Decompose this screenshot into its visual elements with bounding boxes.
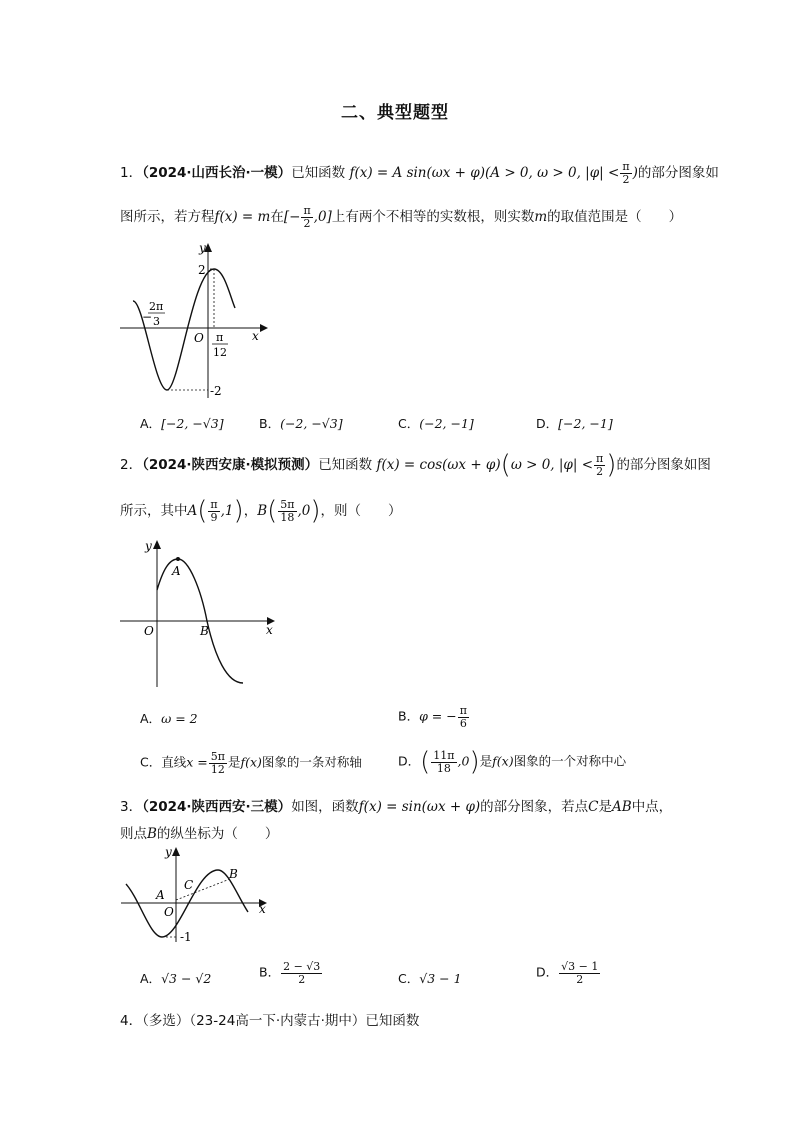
- fraction: $\frac{√3 - 1}{2}$: [561, 960, 599, 986]
- option-label: A．: [140, 416, 162, 431]
- option-label: C．直线: [140, 754, 187, 770]
- interval-end: ,0]: [313, 209, 332, 226]
- question-source: （2024·陕西安康·模拟预测）: [142, 457, 319, 473]
- point-c: C: [588, 799, 599, 815]
- option-text: (−2, −√3]: [280, 416, 343, 431]
- question-1-line-1: 1．（2024·山西长治·一模）已知函数 f(x) = A sin(ωx + φ)(A > 0, ω > 0, |φ| < $\frac{\pi}{2}$ )的部分图象如: [120, 160, 719, 186]
- point-a-label: A: [156, 888, 165, 902]
- point-b: B: [257, 503, 268, 519]
- question-text: 所示，其中: [120, 503, 188, 519]
- question-2-line-1: 2．（2024·陕西安康·模拟预测）已知函数 f(x) = cos(ωx + φ)(ω > 0, |φ| < $\frac{\pi}{2}$ )的部分图象如图: [120, 450, 711, 480]
- question-2-graph: [115, 535, 285, 690]
- option-b[interactable]: [259, 414, 343, 432]
- question-text: 如图，函数: [291, 799, 359, 815]
- x-axis-label: x: [259, 902, 266, 916]
- option-label: C．: [398, 971, 420, 986]
- option-label: B．: [259, 416, 281, 431]
- option-c[interactable]: [398, 414, 474, 432]
- point-a: A: [187, 503, 198, 519]
- option-text: x =: [186, 754, 208, 770]
- option-text: 是: [479, 753, 493, 769]
- point-a-label: A: [172, 564, 181, 578]
- option-text: (−2, −1]: [419, 416, 474, 431]
- origin-label: O: [194, 331, 204, 345]
- fraction: $\frac{5\pi}{18}$: [280, 497, 295, 524]
- question-1-graph: [115, 238, 275, 403]
- y-axis-label: y: [145, 539, 152, 553]
- fraction: $\frac{\pi}{6}$: [459, 704, 467, 730]
- option-label: D．: [536, 964, 559, 980]
- variable-m: m: [534, 209, 548, 226]
- question-text: 的部分图象，若点: [480, 799, 589, 815]
- option-text: φ = −: [419, 708, 457, 724]
- function-formula: f(x) = A sin(ωx + φ)(A > 0, ω > 0, |φ| <: [349, 165, 620, 182]
- question-text: 上有两个不相等的实数根，则实数: [331, 209, 535, 226]
- question-text: 的部分图象如: [637, 165, 719, 182]
- option-text: 是: [227, 754, 241, 770]
- y-min-label: -2: [210, 384, 222, 398]
- option-text: √3 − 1: [419, 971, 462, 986]
- section-heading: 二、典型题型: [341, 103, 449, 123]
- question-number: 2．: [120, 457, 143, 473]
- question-text: ，则（ ）: [320, 503, 402, 519]
- question-text: 的取值范围是（ ）: [547, 209, 683, 226]
- question-text: 的部分图象如图: [616, 457, 711, 473]
- function-formula: f(x) = cos(ωx + φ): [376, 457, 501, 473]
- condition: ω > 0, |φ| <: [510, 457, 594, 473]
- left-tick-minus: −: [142, 310, 153, 324]
- question-text: 中点，: [631, 799, 673, 815]
- option-text: √3 − √2: [161, 971, 212, 986]
- fraction: $\frac{5\pi}{12}$: [210, 750, 225, 776]
- question-text: 已知函数: [318, 457, 373, 473]
- equation: f(x) = m: [214, 209, 271, 226]
- question-text: 在: [270, 209, 284, 226]
- left-tick-numerator: 2π: [149, 300, 164, 313]
- question-1-line-2: [120, 205, 682, 229]
- coordinate: ,0: [297, 503, 311, 519]
- interval-start: [−: [283, 209, 301, 226]
- question-number: 4．: [120, 1013, 143, 1029]
- option-d[interactable]: D．( $\frac{11\pi}{18}$ ,0)是f(x)图象的一个对称中心: [398, 747, 627, 777]
- x-axis-label: x: [266, 623, 273, 637]
- question-3-line-1: [120, 795, 672, 815]
- question-source: （23-24高一下·内蒙古·期中）: [189, 1013, 366, 1029]
- option-d[interactable]: [536, 961, 601, 985]
- option-label: B．: [398, 708, 420, 724]
- right-tick-numerator: π: [216, 331, 224, 344]
- option-a[interactable]: [140, 414, 224, 432]
- function-formula: f(x) = sin(ωx + φ): [358, 799, 481, 815]
- option-b[interactable]: [259, 961, 323, 985]
- right-tick-denominator: 12: [213, 346, 227, 359]
- option-b[interactable]: [398, 705, 470, 729]
- point-b: B: [147, 826, 157, 842]
- question-source: （2024·山西长治·一模）: [142, 165, 292, 182]
- option-text: f(x): [492, 753, 514, 769]
- origin-label: O: [144, 624, 154, 638]
- y-min-label: -1: [180, 930, 192, 944]
- option-text: 图象的一条对称轴: [261, 754, 362, 770]
- option-text: [−2, −√3]: [161, 416, 224, 431]
- question-text: 是: [598, 799, 613, 815]
- option-text: ω = 2: [161, 711, 198, 726]
- option-label: C．: [398, 416, 420, 431]
- point-c-label: C: [184, 878, 194, 892]
- option-text: ,0: [457, 753, 470, 769]
- fraction: $\frac{\pi}{2}$: [596, 451, 604, 478]
- coordinate: ,1: [220, 503, 234, 519]
- option-a[interactable]: [140, 709, 198, 727]
- point-b-label: B: [200, 624, 209, 638]
- question-source: （2024·陕西西安·三模）: [142, 799, 292, 815]
- option-label: B．: [259, 964, 281, 980]
- question-2-line-2: 所示，其中A( $\frac{\pi}{9}$ ,1)，B( $\frac{5\pi}{18}$ ,0)，则（ ）: [120, 496, 402, 526]
- fraction: $\frac{\pi}{2}$: [622, 160, 630, 186]
- option-c[interactable]: [398, 969, 462, 987]
- option-text: f(x): [240, 754, 262, 770]
- question-text: 已知函数: [291, 165, 346, 182]
- question-number: 3．: [120, 799, 143, 815]
- question-text: 图所示，若方程: [120, 209, 215, 226]
- question-text: 已知函数: [365, 1013, 420, 1029]
- question-3-line-2: [120, 822, 278, 842]
- option-text: 图象的一个对称中心: [513, 753, 627, 769]
- origin-label: O: [164, 905, 174, 919]
- left-tick-denominator: 3: [153, 315, 160, 328]
- y-axis-label: y: [199, 241, 206, 255]
- x-axis-label: x: [252, 329, 259, 343]
- option-label: A．: [140, 971, 162, 986]
- question-number: 1．: [120, 165, 143, 182]
- y-axis-label: y: [165, 845, 172, 859]
- fraction: $\frac{2 - √3}{2}$: [283, 960, 321, 986]
- option-label: D．: [536, 416, 559, 431]
- option-a[interactable]: [140, 969, 211, 987]
- option-label: A．: [140, 711, 162, 726]
- option-label: D．: [398, 753, 421, 769]
- question-text: 的纵坐标为（ ）: [156, 826, 279, 842]
- question-4-line-1: [120, 1009, 419, 1029]
- option-d[interactable]: [536, 414, 613, 432]
- segment-ab: AB: [612, 799, 632, 815]
- question-3-graph: [118, 842, 278, 947]
- fraction: $\frac{\pi}{2}$: [303, 204, 311, 230]
- question-tag: （多选）: [142, 1013, 190, 1029]
- option-text: [−2, −1]: [558, 416, 613, 431]
- option-c[interactable]: [140, 751, 362, 775]
- fraction: $\frac{\pi}{9}$: [210, 497, 218, 524]
- y-max-label: 2: [198, 263, 206, 277]
- point-b-label: B: [229, 867, 238, 881]
- fraction: $\frac{11\pi}{18}$: [433, 748, 455, 775]
- question-text: 则点: [120, 826, 147, 842]
